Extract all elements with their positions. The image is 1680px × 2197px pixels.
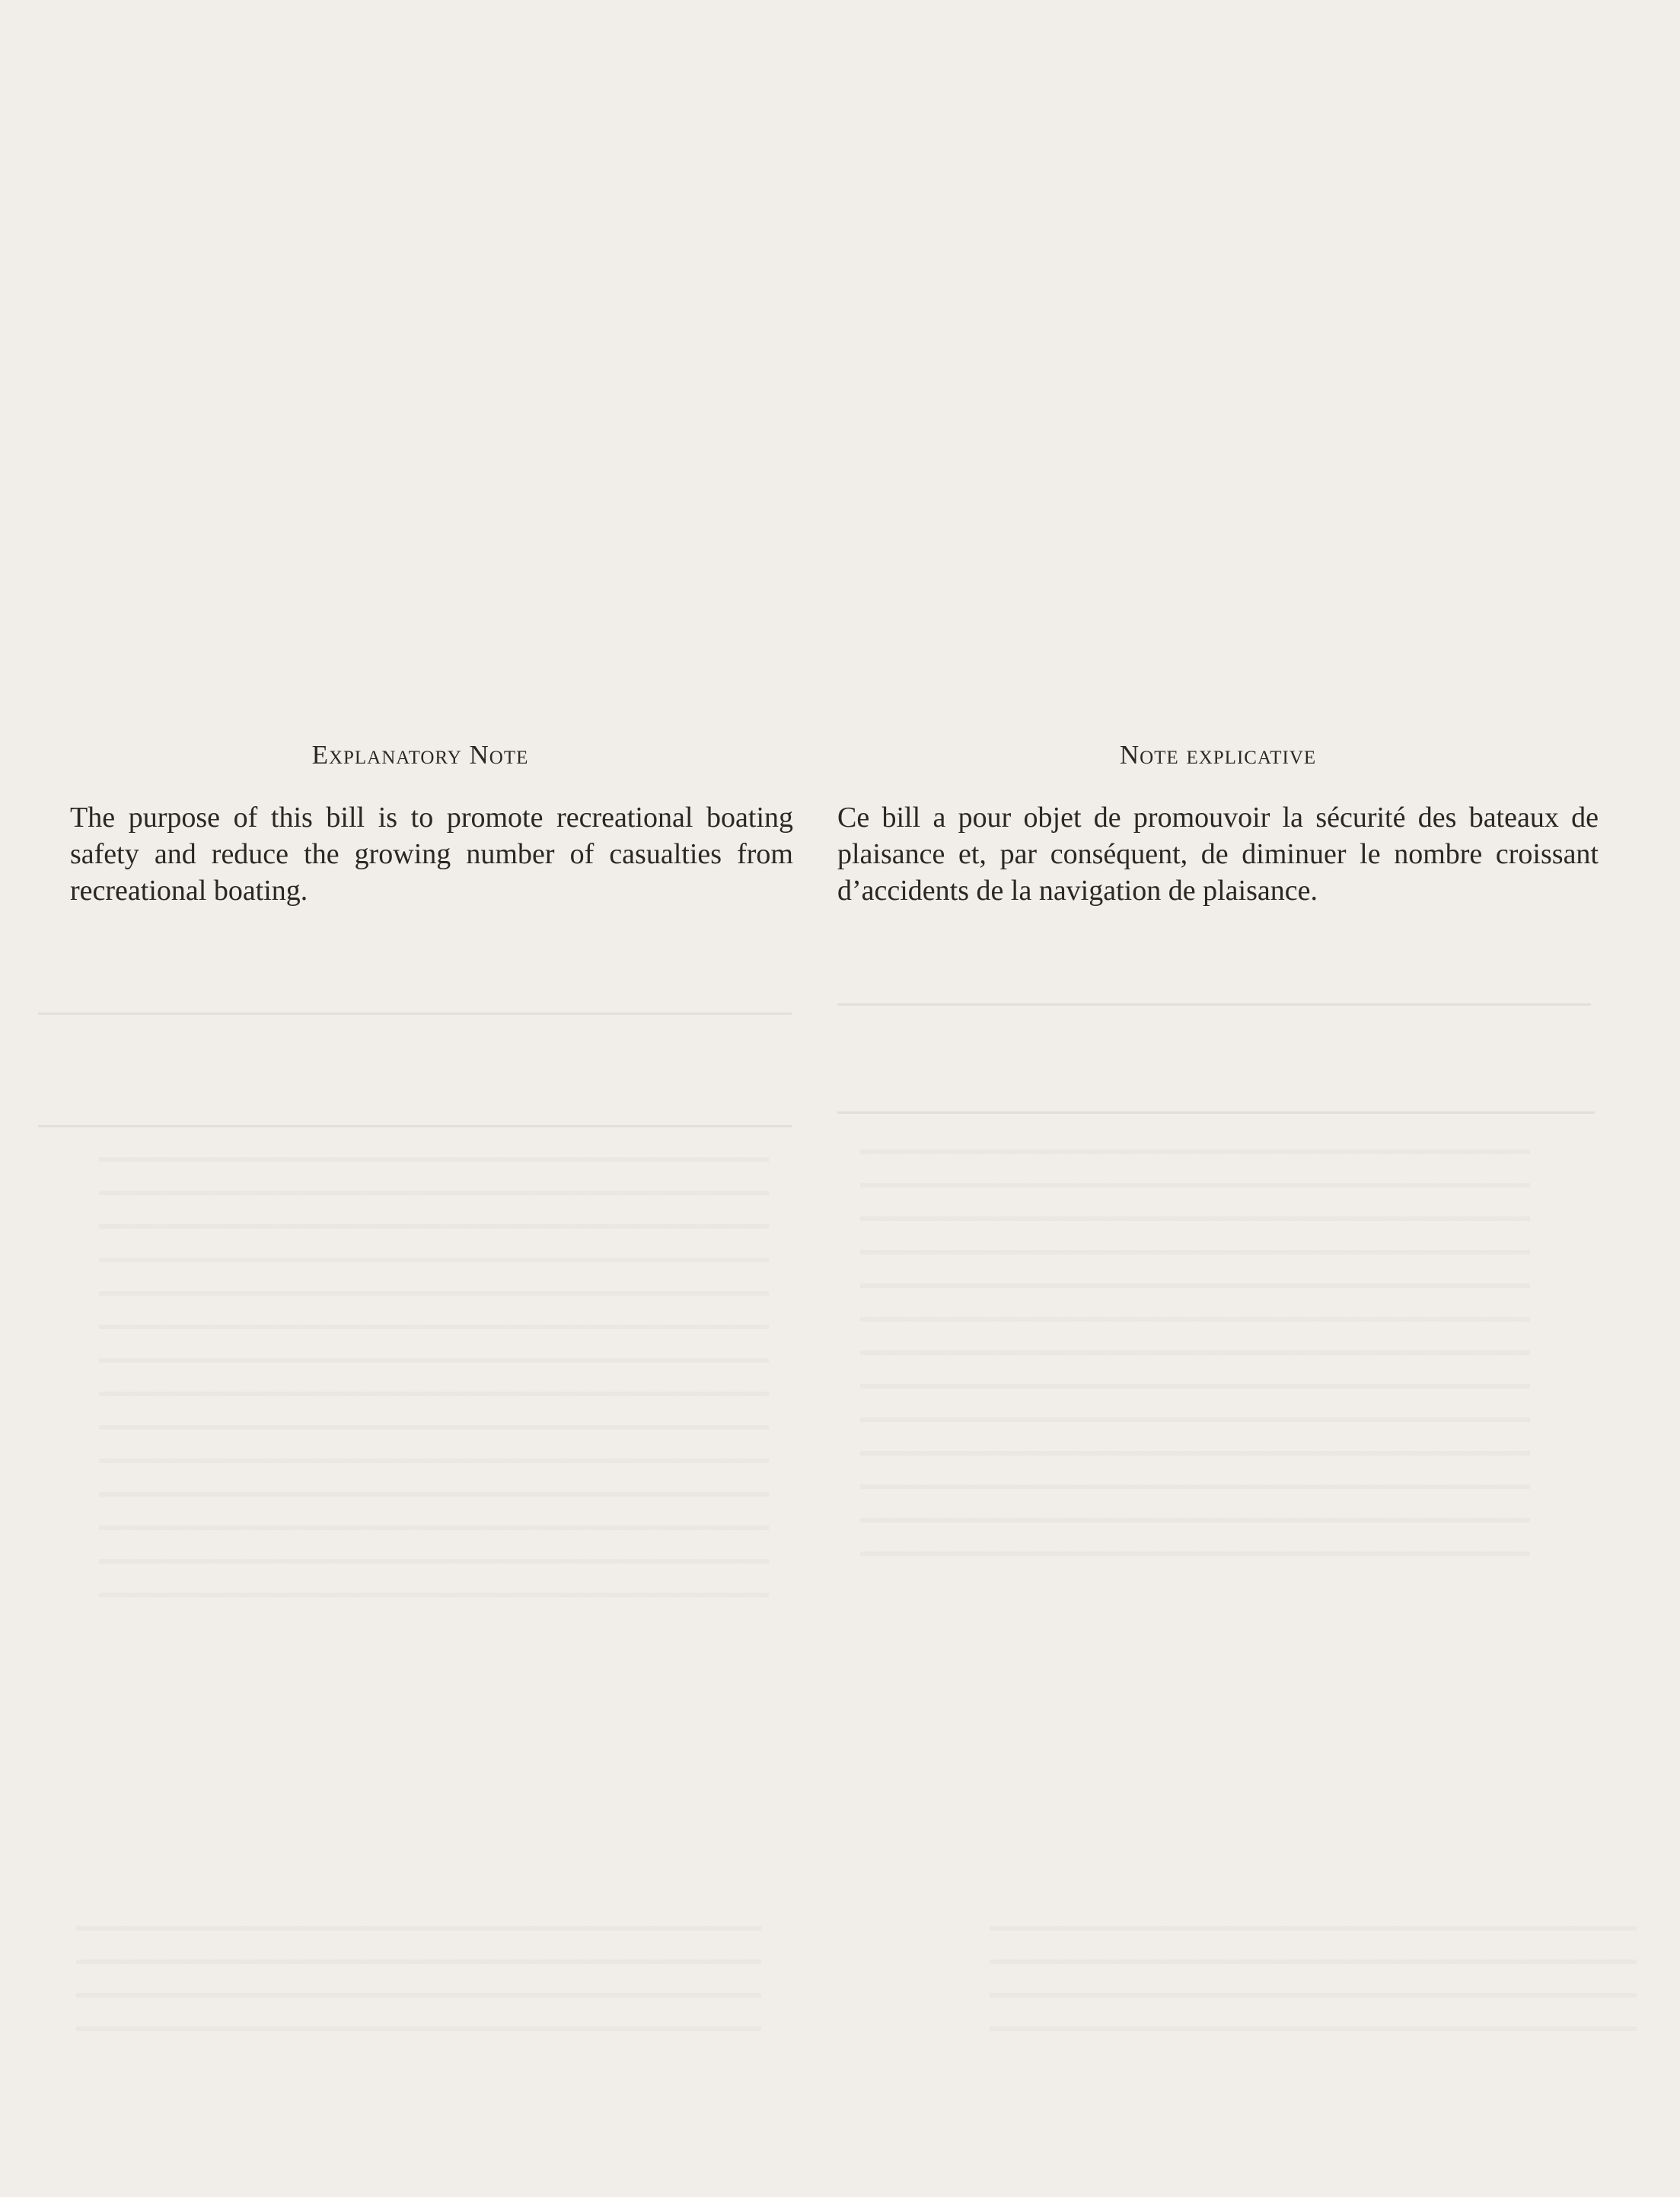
explanatory-note-heading: Explanatory Note [311,740,529,770]
explanatory-note-body [70,799,793,909]
bleed-through-text [327,145,337,190]
explanatory-note-paragraph: The purpose of this bill is to promote recreational boating safety and reduce the growing number of casualties from recreational boating. [70,802,793,907]
bleed-through-rule [38,1012,792,1015]
bleed-through-rule [837,1003,1591,1006]
bleed-through-rule [38,1125,792,1127]
bleed-through-paragraph [860,1150,1530,1561]
bleed-through-paragraph [99,1157,769,1599]
bleed-through-paragraph [76,1926,761,2033]
note-explicative-heading: Note explicative [1119,740,1317,770]
bleed-through-paragraph [990,1926,1637,2033]
note-explicative-body [837,799,1599,909]
bleed-through-rule [837,1111,1595,1114]
note-explicative-paragraph: Ce bill a pour objet de promouvoir la sécurité des bateaux de plaisance et, par conséquent, de diminuer le nombre croissant d’accidents de la navigation de plaisance. [837,802,1599,907]
